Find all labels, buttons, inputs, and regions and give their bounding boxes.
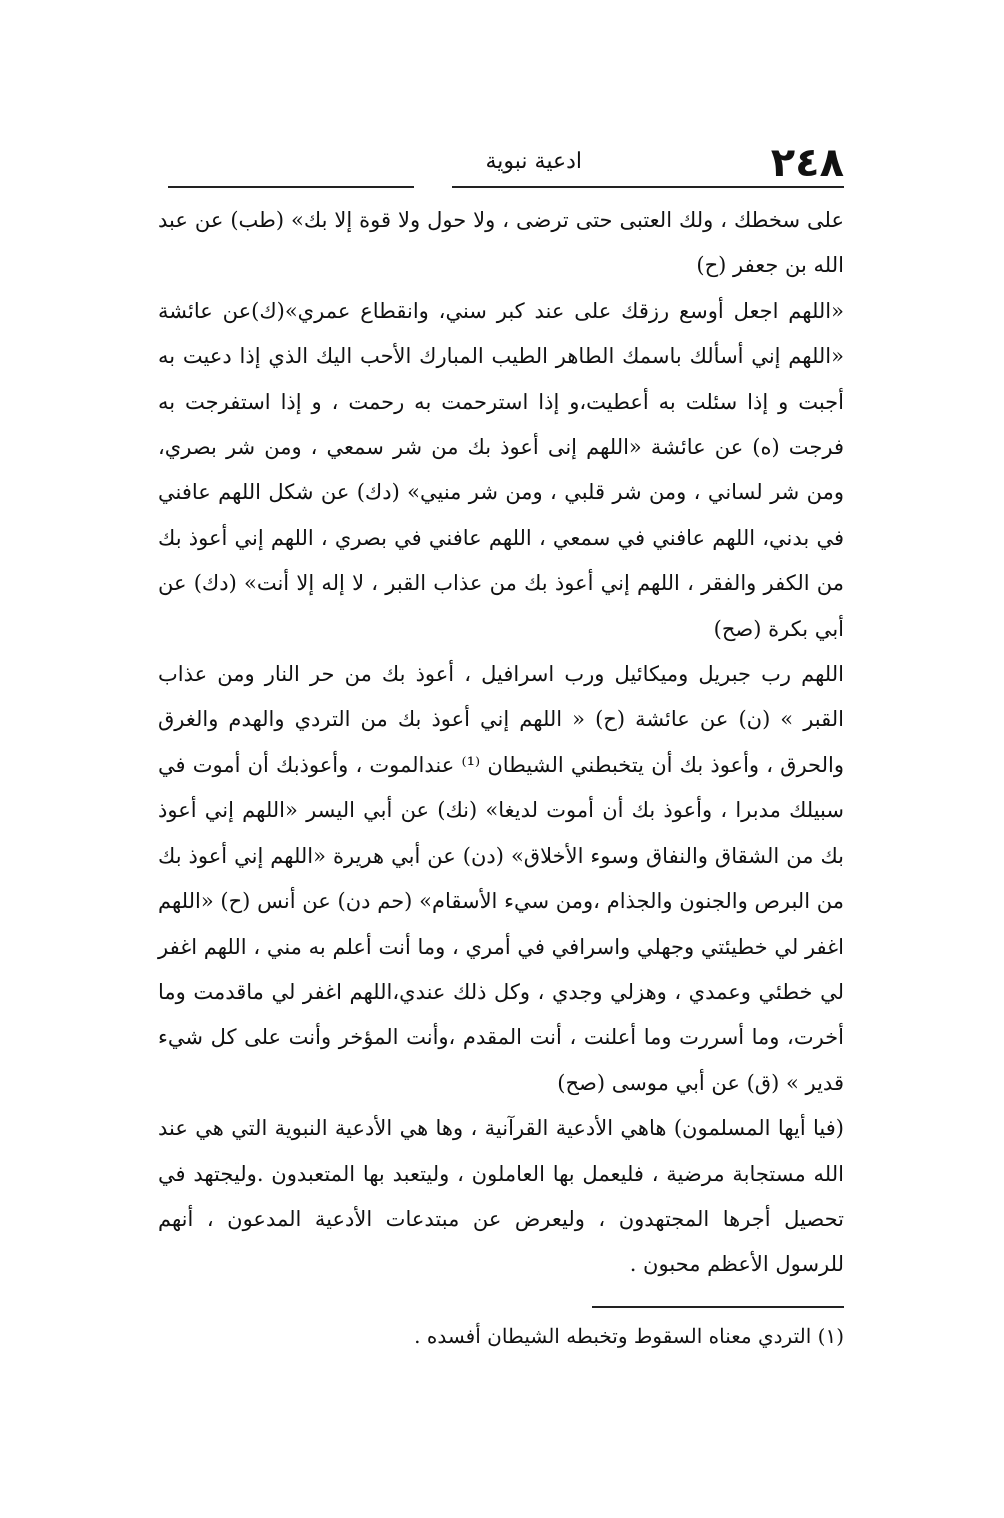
paragraph: على سخطك ، ولك العتبى حتى ترضى ، ولا حول ولا قوة إلا بك» (طب) عن عبد الله بن جعفر (ح) [158,208,844,278]
running-title: ادعية نبوية [485,149,582,174]
page-number: ٢٤٨ [770,140,844,186]
footnote: (١) التردي معناه السقوط وتخبطه الشيطان أفسده . [414,1324,844,1348]
body-text [158,198,844,1288]
page-header [168,140,844,192]
footnote-rule [592,1306,844,1308]
paragraph: «اللهم اجعل أوسع رزقك على عند كبر سني، وانقطاع عمري»(ك)عن عائشة «اللهم إني أسألك باسمك الطاهر الطيب المبارك الأحب اليك الذي إذا دعيت به أجبت و إذا سئلت به أعطيت،و إذا استرحمت به رحمت ، و إذا استفرجت به فرجت (ه) عن عائشة «اللهم إنى أعوذ بك من شر سمعي ، ومن شر بصري، ومن شر لساني ، ومن شر قلبي ، ومن شر منيي» (دك) عن شكل اللهم عافني في بدني، اللهم عافني في سمعي ، اللهم عافني في بصري ، اللهم إني أعوذ بك من الكفر والفقر ، اللهم إني أعوذ بك من عذاب القبر ، لا إله إلا أنت» (دك) عن أبي بكرة (صح) [158,298,844,641]
paragraph: (فيا أيها المسلمون) هاهي الأدعية القرآنية ، وها هي الأدعية النبوية التي هي عند الله مستجابة مرضية ، فليعمل بها العاملون ، وليتعبد بها المتعبدون .وليجتهد في تحصيل أجرها المجتهدون ، وليعرض عن مبتدعات الأدعية المدعون ، أنهم للرسول الأعظم محبون . [158,1116,844,1277]
paragraph: اللهم رب جبريل وميكائيل ورب اسرافيل ، أعوذ بك من حر النار ومن عذاب القبر » (ن) عن عائشة (ح) « اللهم إني أعوذ بك من التردي والهدم والغرق والحرق ، وأعوذ بك أن يتخبطني الشيطان ⁽¹⁾ عندالموت ، وأعوذبك أن أموت في سبيلك مدبرا ، وأعوذ بك أن أموت لديغا» (نك) عن أبي اليسر «اللهم إني أعوذ بك من الشقاق والنفاق وسوء الأخلاق» (دن) عن أبي هريرة «اللهم إني أعوذ بك من البرص والجنون والجذام ،ومن سيء الأسقام» (حم دن) عن أنس (ح) «اللهم اغفر لي خطيئتي وجهلي واسرافي في أمري ، وما أنت أعلم به مني ، اللهم اغفر لي خطئي وعمدي ، وهزلي وجدي ، وكل ذلك عندي،اللهم اغفر لي ماقدمت وما أخرت، وما أسررت وما أعلنت ، أنت المقدم ،وأنت المؤخر وأنت على كل شيء قدير » (ق) عن أبي موسى (صح) [158,662,844,1095]
header-rule-left [168,186,414,188]
header-rule-right [452,186,844,188]
